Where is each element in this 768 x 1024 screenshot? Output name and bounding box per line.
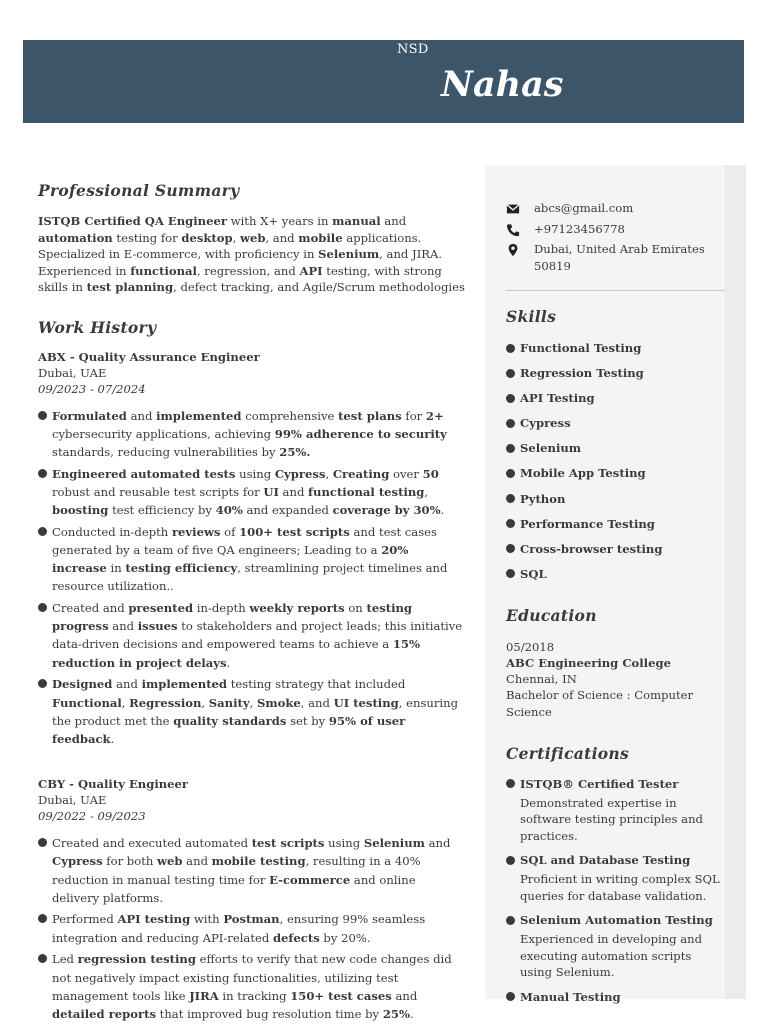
bullet-dot-icon (38, 914, 47, 923)
job-entry (38, 349, 466, 749)
job-title: CBY - Quality Engineer (38, 777, 189, 792)
job-location: Dubai, UAE (38, 793, 107, 808)
bullet-text: Created and presented in-depth weekly reports on testing progress and issues to stakeholders and project leads; this initiative data-driven decisions and empowered teams to achieve a 15% reduction in project delays. (52, 601, 463, 670)
education-date: 05/2018 (506, 639, 555, 654)
cert-item (506, 912, 724, 981)
bullet-dot-icon (38, 679, 47, 688)
contact-divider (506, 290, 725, 291)
bullet-text: Designed and implemented testing strategy that included Functional, Regression, Sanity, Smoke, and UI testing, ensuring the product met the quality standards set by 95% of user feedback. (52, 677, 459, 746)
bullet-text: Created and executed automated test scripts using Selenium and Cypress for both web and mobile testing, resulting in a 40% reduction in manual testing time for E-commerce and online delivery platforms. (52, 836, 451, 905)
bullet-dot-icon (506, 779, 515, 788)
bullet-dot-icon (506, 992, 515, 1001)
job-bullet (38, 834, 466, 907)
skill-item (506, 440, 724, 456)
skill-item (506, 340, 724, 356)
bullet-dot-icon (38, 954, 47, 963)
cert-title: Selenium Automation Testing (520, 913, 713, 928)
skill-label: Python (520, 491, 566, 506)
cert-title: SQL and Database Testing (520, 853, 691, 868)
contact-address (506, 241, 724, 274)
contact-email (506, 200, 724, 217)
bullet-dot-icon (506, 469, 515, 478)
bullet-text: Led regression testing efforts to verify that new code changes did not negatively impact existing functionalities, utilizing test management tools like JIRA in tracking 150+ test cases and detailed reports that improved bug resolution time by 25%. (52, 952, 452, 1021)
skill-label: Cypress (520, 416, 571, 431)
cert-item (506, 776, 724, 845)
skill-item (506, 415, 724, 431)
job-bullets (38, 407, 466, 749)
summary-text: ISTQB Certified QA Engineer with X+ years in manual and automation testing for desktop, web, and mobile applications. Specialized in E-commerce, with proficiency in Selenium, and JIRA. Experienced in functional, regression, and API testing, with strong skills in test planning, defect tracking, and Agile/Scrum methodologies (38, 214, 465, 294)
bullet-dot-icon (506, 916, 515, 925)
bullet-dot-icon (506, 519, 515, 528)
envelope-icon (506, 202, 520, 216)
bullet-text: Formulated and implemented comprehensive test plans for 2+ cybersecurity applications, achieving 99% adherence to security standards, reducing vulnerabilities by 25%. (52, 408, 447, 459)
skill-item (506, 566, 724, 582)
cert-description: Proficient in writing complex SQL queries for database validation. (520, 872, 720, 903)
bullet-dot-icon (38, 527, 47, 536)
job-title: ABX - Quality Assurance Engineer (38, 349, 260, 364)
bullet-text: Performed API testing with Postman, ensuring 99% seamless integration and reducing API-related defects by 20%. (52, 912, 426, 945)
skill-label: Performance Testing (520, 516, 655, 531)
bullet-dot-icon (506, 444, 515, 453)
skill-label: API Testing (520, 391, 595, 406)
education-location: Chennai, IN (506, 672, 577, 687)
cert-item (506, 852, 724, 904)
resume-header (23, 40, 744, 123)
bullet-text: Conducted in-depth reviews of 100+ test scripts and test cases generated by a team of five QA engineers; Leading to a 20% increase in testing efficiency, streamlining project timelines and resource utilization.. (52, 524, 448, 594)
cert-description: Demonstrated expertise in software testing principles and practices. (520, 795, 703, 843)
phone-text: +97123456778 (534, 221, 625, 236)
name-initials: NSD (397, 42, 429, 57)
sidebar-column (506, 200, 724, 1013)
skill-item (506, 491, 724, 507)
skills-heading: Skills (506, 307, 557, 326)
job-entry (38, 776, 466, 1023)
bullet-dot-icon (506, 544, 515, 553)
bullet-dot-icon (506, 394, 515, 403)
skill-label: Regression Testing (520, 366, 644, 381)
bullet-dot-icon (38, 603, 47, 612)
contact-phone (506, 221, 724, 238)
education-heading: Education (506, 605, 597, 625)
job-bullet (38, 950, 466, 1023)
job-bullet (38, 523, 466, 596)
email-text: abcs@gmail.com (534, 201, 634, 215)
skill-item (506, 465, 724, 481)
education-degree: Bachelor of Science : Computer Science (506, 688, 694, 719)
cert-title: Manual Testing (520, 989, 621, 1004)
job-bullet (38, 675, 466, 748)
skill-item (506, 365, 724, 381)
bullet-dot-icon (506, 344, 515, 353)
job-bullet (38, 407, 466, 462)
location-pin-icon (506, 243, 520, 257)
bullet-dot-icon (38, 838, 47, 847)
bullet-dot-icon (38, 411, 47, 420)
cert-title: ISTQB® Certified Tester (520, 776, 679, 791)
bullet-dot-icon (506, 856, 515, 865)
job-location: Dubai, UAE (38, 365, 107, 380)
job-bullet (38, 465, 466, 520)
cert-description: Experienced in developing and executing automation scripts using Selenium. (520, 932, 703, 980)
work-history-heading: Work History (38, 317, 157, 337)
skill-label: Selenium (520, 441, 582, 456)
education-school: ABC Engineering College (506, 656, 671, 671)
certifications-heading: Certifications (506, 743, 630, 763)
education-entry (506, 639, 724, 720)
job-bullets (38, 834, 466, 1023)
skill-label: Functional Testing (520, 341, 642, 355)
phone-icon (506, 223, 520, 237)
skill-label: SQL (520, 566, 547, 581)
bullet-dot-icon (506, 494, 515, 503)
skill-label: Mobile App Testing (520, 466, 646, 481)
job-dates: 09/2023 - 07/2024 (38, 381, 146, 396)
sidebar-edge (725, 165, 746, 999)
address-text: Dubai, United Arab Emirates 50819 (534, 242, 705, 273)
skill-item (506, 516, 724, 532)
certifications-list (506, 776, 724, 1005)
bullet-dot-icon (38, 469, 47, 478)
job-bullet (38, 599, 466, 672)
job-bullet (38, 910, 466, 946)
bullet-dot-icon (506, 419, 515, 428)
candidate-name: Nahas (441, 64, 564, 105)
bullet-dot-icon (506, 369, 515, 378)
main-column (38, 181, 466, 1024)
summary-heading: Professional Summary (38, 181, 240, 200)
skill-item (506, 541, 724, 557)
skill-item (506, 390, 724, 406)
bullet-dot-icon (506, 569, 515, 578)
skills-list (506, 340, 724, 582)
cert-item (506, 989, 724, 1005)
job-dates: 09/2022 - 09/2023 (38, 809, 146, 824)
skill-label: Cross-browser testing (520, 541, 663, 556)
bullet-text: Engineered automated tests using Cypress, Creating over 50 robust and reusable test scripts for UI and functional testing, boosting test efficiency by 40% and expanded coverage by 30%. (52, 466, 445, 518)
